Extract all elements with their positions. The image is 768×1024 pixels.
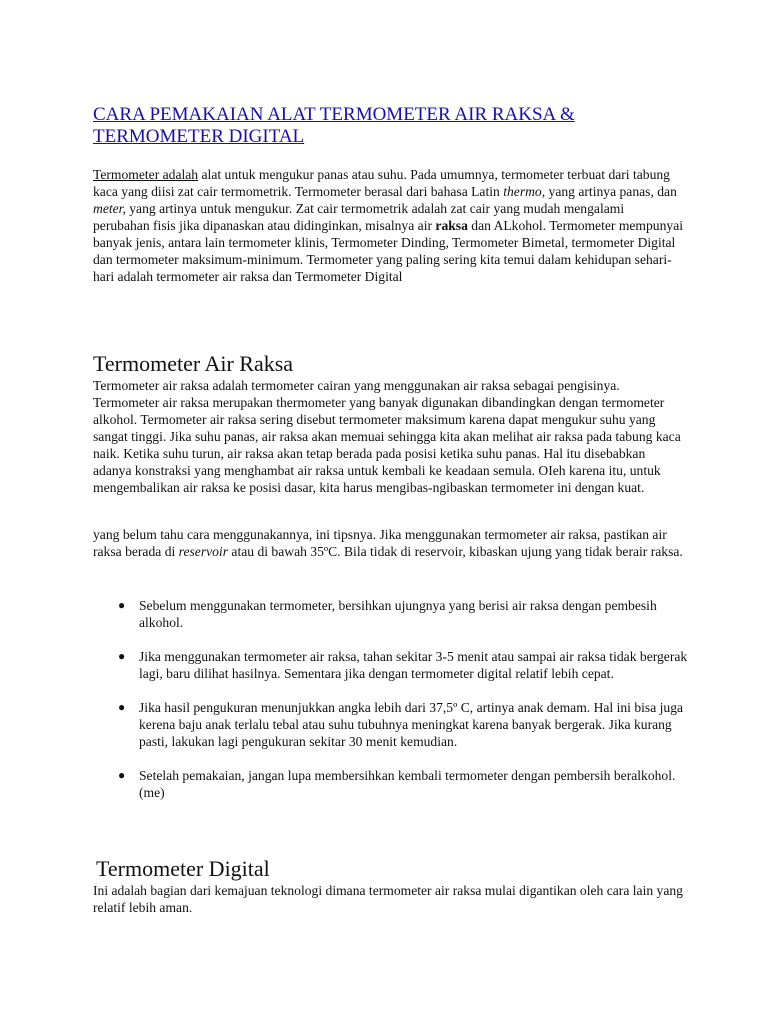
tips-intro-text-b: atau di bawah 35ºC. Bila tidak di reservoir, kibaskan ujung yang tidak berair raksa.	[228, 544, 683, 559]
tip-text: Jika hasil pengukuran menunjukkan angka lebih dari 37,5º C, artinya anak demam. Hal ini bisa juga kerena baju anak terlalu tebal atau suhu tubuhnya meningkat karena banyak bergerak. Jika kurang pasti, lakukan lagi pengukuran sekitar 30 menit kemudian.	[139, 700, 684, 749]
intro-paragraph	[93, 166, 683, 285]
list-item	[118, 597, 688, 631]
air-raksa-paragraph: Termometer air raksa adalah termometer cairan yang menggunakan air raksa sebagai pengisinya. Termometer air raksa merupakan thermometer yang banyak digunakan dibandingkan dengan termometer alkohol. Termometer air raksa sering disebut termometer maksimum karena dapat mengukur suhu yang sangat tinggi. Jika suhu panas, air raksa akan memuai sehingga kita akan melihat air raksa pada tabung kaca naik. Ketika suhu turun, air raksa akan tetap berada pada posisi ketika suhu panas. Hal itu disebabkan adanya konstraksi yang menghambat air raksa untuk kembali ke keadaan semula. OIeh karena itu, untuk mengembalikan air raksa ke posisi dasar, kita harus mengibas-ngibaskan termometer ini dengan kuat.	[93, 378, 681, 495]
intro-text-1: alat untuk mengukur panas atau suhu. Pada umumnya, termometer terbuat dari tabung kaca yang diisi zat cair termometrik. Termometer berasal dari bahasa Latin	[93, 167, 670, 199]
tip-text: Sebelum menggunakan termometer, bersihkan ujungnya yang berisi air raksa dengan pembesih alkohol.	[139, 598, 657, 630]
reservoir-term: reservoir	[178, 544, 229, 559]
bullet-icon: ●	[118, 649, 126, 663]
title-link[interactable]: CARA PEMAKAIAN ALAT TERMOMETER AIR RAKSA & TERMOMETER DIGITAL	[93, 104, 575, 147]
tip-text: Setelah pemakaian, jangan lupa membersihkan kembali termometer dengan pembersih beralkohol. (me)	[139, 768, 676, 800]
intro-meter: meter,	[93, 201, 126, 216]
list-item	[118, 648, 688, 682]
tips-list	[118, 597, 688, 818]
bullet-icon: ●	[118, 700, 126, 714]
tip-text: Jika menggunakan termometer air raksa, tahan sekitar 3-5 menit atau sampai air raksa tidak bergerak lagi, baru dilihat hasilnya. Sementara jika dengan termometer digital relatif lebih cepat.	[139, 649, 688, 681]
tips-intro-paragraph	[93, 526, 683, 560]
intro-text-3: yang artinya untuk mengukur. Zat cair termometrik adalah zat cair yang mudah mengalami perubahan fisis jika dipanaskan atau didinginkan, misalnya air	[93, 201, 625, 233]
termometer-adalah-link[interactable]: Termometer adalah	[93, 167, 199, 182]
intro-thermo: thermo,	[503, 184, 546, 199]
intro-text-2: yang artinya panas, dan	[545, 184, 677, 199]
intro-text-4: dan ALkohol. Termometer mempunyai banyak jenis, antara lain termometer klinis, Termometer Dinding, Termometer Bimetal, termometer Digital dan termometer maksimum-minimum. Termometer yang paling sering kita temui dalam kehidupan sehari-hari adalah termometer air raksa dan Termometer Digital	[93, 218, 684, 284]
bullet-icon: ●	[118, 768, 126, 782]
section-heading-digital: Termometer Digital	[96, 856, 270, 881]
list-item	[118, 767, 688, 801]
intro-raksa: raksa	[435, 218, 468, 233]
tips-intro-text-a: yang belum tahu cara menggunakannya, ini tipsnya. Jika menggunakan termometer air raksa, pastikan air raksa berada di	[93, 527, 667, 559]
document-title	[93, 104, 693, 148]
list-item	[118, 699, 688, 750]
section-heading-air-raksa: Termometer Air Raksa	[93, 351, 294, 376]
digital-paragraph: Ini adalah bagian dari kemajuan teknologi dimana termometer air raksa mulai digantikan oleh cara lain yang relatif lebih aman.	[93, 883, 683, 915]
bullet-icon: ●	[118, 598, 126, 612]
